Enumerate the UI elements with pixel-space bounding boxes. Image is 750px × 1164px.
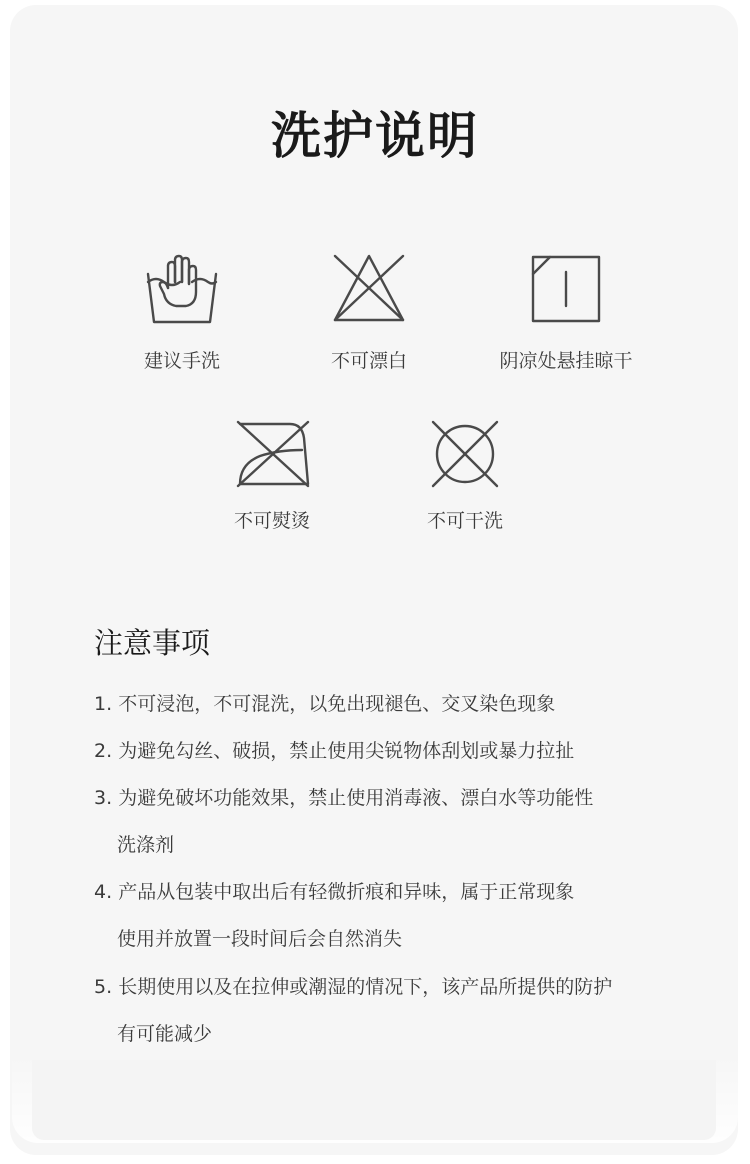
note-text-continued: 使用并放置一段时间后会自然消失 <box>117 928 403 950</box>
note-item-4 <box>94 879 574 952</box>
care-item-no-dry-clean <box>355 416 575 534</box>
care-item-dry-shade <box>456 252 676 374</box>
note-text: 为避免勾丝、破损，禁止使用尖锐物体刮划或暴力拉扯 <box>118 740 575 762</box>
no-iron-icon <box>232 416 312 492</box>
note-item-5 <box>94 974 612 1047</box>
note-item-1 <box>94 691 555 717</box>
note-number: 2. <box>94 740 113 762</box>
care-label-no-iron: 不可熨烫 <box>233 510 310 532</box>
care-label-no-bleach: 不可漂白 <box>330 350 407 372</box>
note-text: 不可浸泡，不可混洗，以免出现褪色、交叉染色现象 <box>118 693 556 715</box>
dry-flat-shade-icon <box>526 252 606 328</box>
note-text-continued: 洗涤剂 <box>117 834 175 856</box>
no-bleach-icon <box>329 252 409 328</box>
note-text: 长期使用以及在拉伸或潮湿的情况下，该产品所提供的防护 <box>118 976 613 998</box>
note-item-2 <box>94 738 574 764</box>
note-number: 4. <box>94 881 113 903</box>
care-item-no-bleach <box>259 252 479 374</box>
note-item-3 <box>94 785 593 858</box>
hand-wash-icon <box>142 252 222 328</box>
care-label-no-dry-clean: 不可干洗 <box>426 510 503 532</box>
note-text: 产品从包装中取出后有轻微折痕和异味，属于正常现象 <box>118 881 575 903</box>
page-title: 洗护说明 <box>271 107 479 165</box>
note-number: 5. <box>94 976 113 998</box>
note-number: 3. <box>94 787 113 809</box>
notes-title: 注意事项 <box>94 626 211 660</box>
care-label-hand-wash: 建议手洗 <box>143 350 220 372</box>
note-text-continued: 有可能减少 <box>117 1023 213 1045</box>
note-number: 1. <box>94 693 113 715</box>
care-label-dry-shade: 阴凉处悬挂晾干 <box>499 350 633 372</box>
note-text: 为避免破坏功能效果，禁止使用消毒液、漂白水等功能性 <box>118 787 594 809</box>
care-item-no-iron <box>162 416 382 534</box>
no-dry-clean-icon <box>425 416 505 492</box>
card-inner-bottom <box>32 1060 716 1140</box>
